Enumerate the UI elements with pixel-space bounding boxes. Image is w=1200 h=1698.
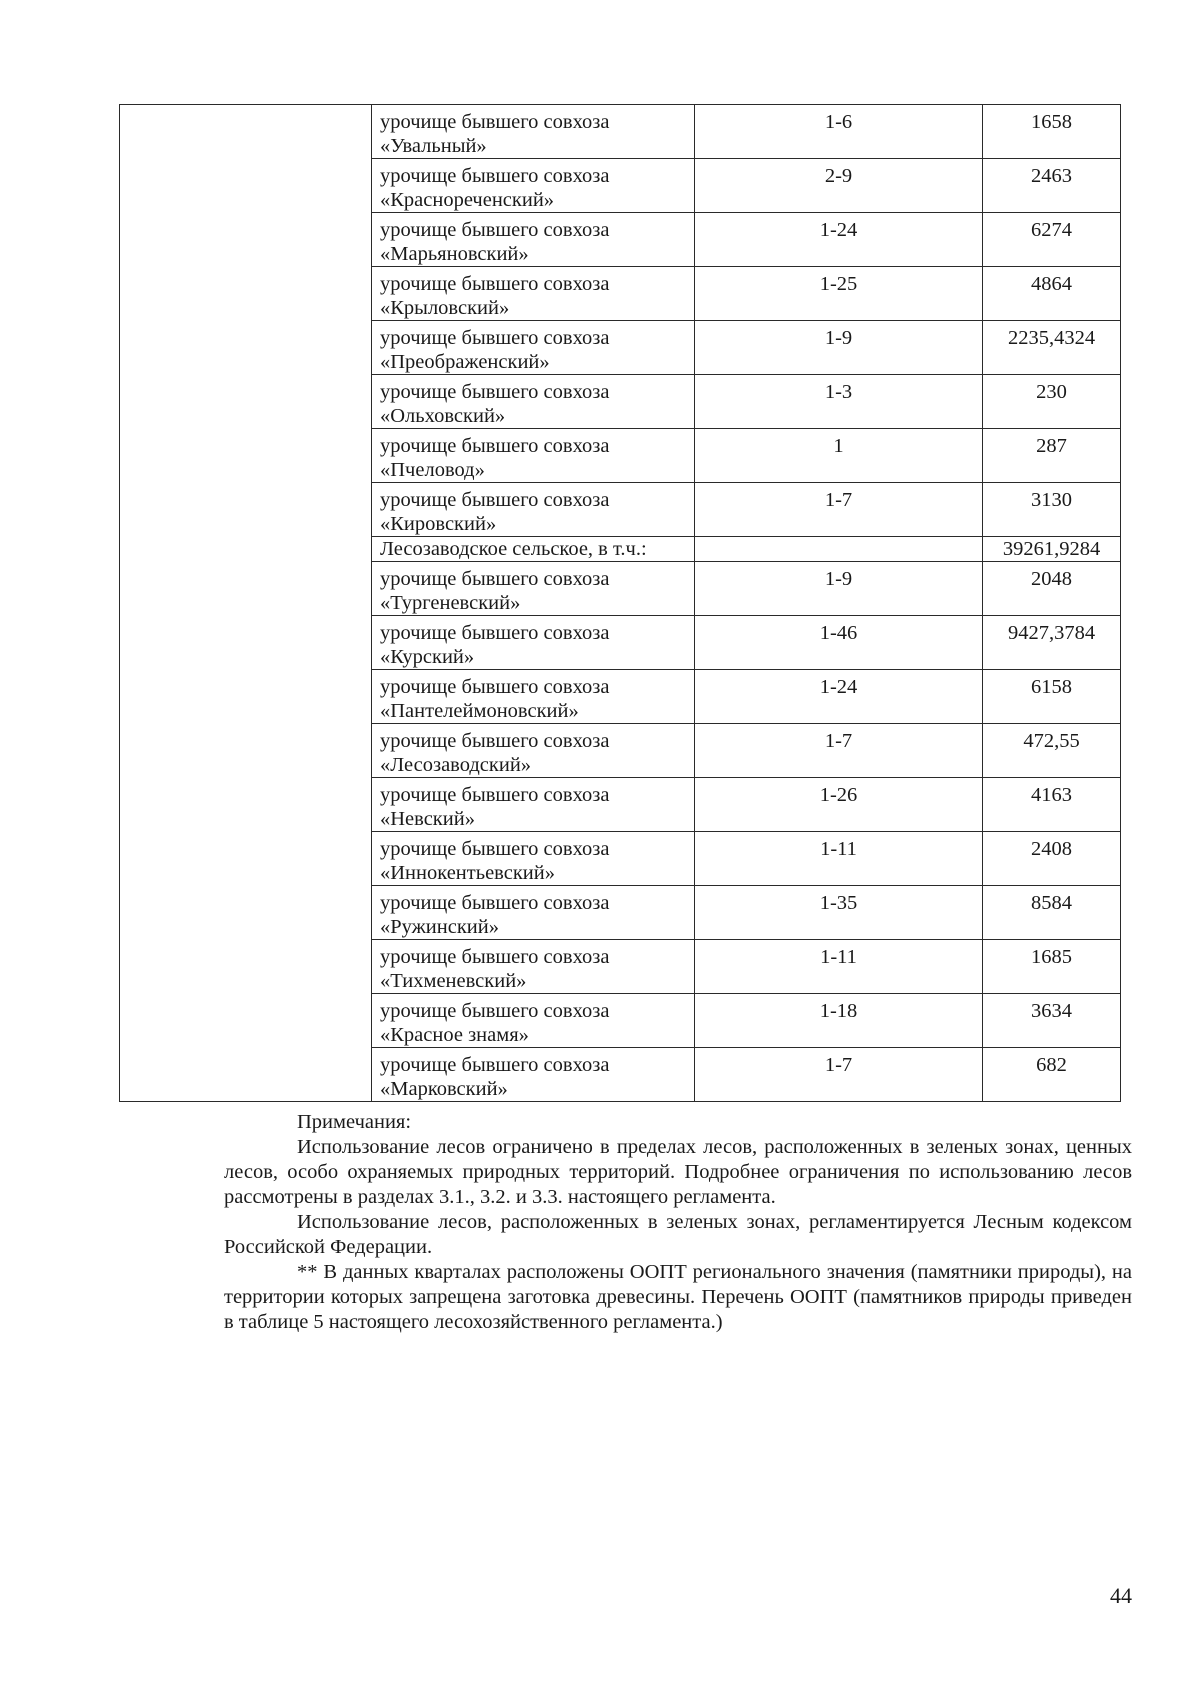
area-cell: 6158 <box>983 670 1121 724</box>
area-cell: 2048 <box>983 562 1121 616</box>
tract-name-cell <box>372 483 695 537</box>
area-cell: 1658 <box>983 105 1121 159</box>
quarters-cell: 1-6 <box>695 105 983 159</box>
notes-heading: Примечания: <box>297 1111 412 1133</box>
tract-name-cell <box>372 670 695 724</box>
area-cell: 6274 <box>983 213 1121 267</box>
quarters-cell: 1-25 <box>695 267 983 321</box>
tract-name-cell <box>372 778 695 832</box>
tract-name-line1: урочище бывшего совхоза <box>380 381 610 403</box>
tract-name-line2: «Красное знамя» <box>380 1024 529 1046</box>
tract-name-line2: «Тихменевский» <box>380 970 527 992</box>
tract-name-line1: урочище бывшего совхоза <box>380 111 610 133</box>
note-paragraph-3: ** В данных кварталах расположены ООПТ регионального значения (памятники природы), на территории которых запрещена заготовка древесины. Перечень ООПТ (памятников природы приведен в таблице 5 настоящего лесохозяйственного регламента.) <box>224 1261 1132 1333</box>
area-cell: 9427,3784 <box>983 616 1121 670</box>
tract-name-cell <box>372 1048 695 1102</box>
tract-name-line1: урочище бывшего совхоза <box>380 489 610 511</box>
tract-name-line1: урочище бывшего совхоза <box>380 730 610 752</box>
tract-name-line1: урочище бывшего совхоза <box>380 946 610 968</box>
tract-name-line2: «Тургеневский» <box>380 592 521 614</box>
tract-name-line2: «Преображенский» <box>380 351 550 373</box>
tract-name-line2: «Иннокентьевский» <box>380 862 555 884</box>
tract-name-line1: урочище бывшего совхоза <box>380 435 610 457</box>
tract-name-line2: «Ольховский» <box>380 405 506 427</box>
quarters-cell: 2-9 <box>695 159 983 213</box>
area-cell: 3634 <box>983 994 1121 1048</box>
tract-name-line1: урочище бывшего совхоза <box>380 165 610 187</box>
tract-name-line2: «Невский» <box>380 808 475 830</box>
area-cell: 287 <box>983 429 1121 483</box>
forest-area-table <box>119 104 1121 1102</box>
quarters-cell: 1-18 <box>695 994 983 1048</box>
area-cell: 2235,4324 <box>983 321 1121 375</box>
quarters-cell: 1-9 <box>695 562 983 616</box>
area-cell: 4864 <box>983 267 1121 321</box>
tract-name-line2: «Увальный» <box>380 135 487 157</box>
tract-name-line2: «Кировский» <box>380 513 497 535</box>
tract-name-cell <box>372 562 695 616</box>
area-cell: 39261,9284 <box>983 537 1121 562</box>
quarters-cell: 1-7 <box>695 724 983 778</box>
tract-name-line1: урочище бывшего совхоза <box>380 1000 610 1022</box>
quarters-cell: 1-24 <box>695 670 983 724</box>
quarters-cell: 1-11 <box>695 940 983 994</box>
tract-name-line2: «Курский» <box>380 646 475 668</box>
tract-name-cell <box>372 105 695 159</box>
quarters-cell: 1-3 <box>695 375 983 429</box>
tract-name-cell <box>372 159 695 213</box>
tract-name-line1: урочище бывшего совхоза <box>380 273 610 295</box>
subtotal-name-cell: Лесозаводское сельское, в т.ч.: <box>372 537 695 562</box>
tract-name-cell <box>372 375 695 429</box>
tract-name-line1: урочище бывшего совхоза <box>380 784 610 806</box>
tract-name-cell <box>372 994 695 1048</box>
quarters-cell: 1-7 <box>695 1048 983 1102</box>
quarters-cell: 1 <box>695 429 983 483</box>
quarters-cell: 1-7 <box>695 483 983 537</box>
tract-name-line1: урочище бывшего совхоза <box>380 219 610 241</box>
area-cell: 2408 <box>983 832 1121 886</box>
tract-name-cell <box>372 616 695 670</box>
tract-name-line2: «Крыловский» <box>380 297 510 319</box>
table-row <box>120 105 1121 159</box>
tract-name-cell <box>372 940 695 994</box>
quarters-cell: 1-11 <box>695 832 983 886</box>
tract-name-line2: «Марьяновский» <box>380 243 529 265</box>
tract-name-cell <box>372 724 695 778</box>
note-paragraph-1: Использование лесов ограничено в пределах лесов, расположенных в зеленых зонах, ценных лесов, особо охраняемых природных территорий. Подробнее ограничения по использованию лесов рассмотрены в разделах 3.1., 3.2. и 3.3. настоящего регламента. <box>224 1136 1132 1208</box>
area-cell: 3130 <box>983 483 1121 537</box>
note-paragraph-2: Использование лесов, расположенных в зеленых зонах, регламентируется Лесным кодексом Российской Федерации. <box>224 1211 1132 1258</box>
tract-name-line2: «Пантелеймоновский» <box>380 700 579 722</box>
tract-name-cell <box>372 213 695 267</box>
tract-name-cell <box>372 886 695 940</box>
area-cell: 2463 <box>983 159 1121 213</box>
tract-name-line1: урочище бывшего совхоза <box>380 676 610 698</box>
area-cell: 230 <box>983 375 1121 429</box>
notes-section <box>224 1110 1132 1335</box>
quarters-cell: 1-35 <box>695 886 983 940</box>
tract-name-line1: урочище бывшего совхоза <box>380 892 610 914</box>
tract-name-line1: урочище бывшего совхоза <box>380 838 610 860</box>
tract-name-line2: «Краснореченский» <box>380 189 555 211</box>
page-number: 44 <box>1110 1583 1132 1608</box>
tract-name-cell <box>372 321 695 375</box>
area-cell: 8584 <box>983 886 1121 940</box>
area-cell: 4163 <box>983 778 1121 832</box>
quarters-cell: 1-26 <box>695 778 983 832</box>
quarters-cell <box>695 537 983 562</box>
tract-name-line1: урочище бывшего совхоза <box>380 327 610 349</box>
tract-name-cell <box>372 832 695 886</box>
area-cell: 1685 <box>983 940 1121 994</box>
tract-name-line1: урочище бывшего совхоза <box>380 1054 610 1076</box>
tract-name-line2: «Лесозаводский» <box>380 754 532 776</box>
tract-name-cell <box>372 267 695 321</box>
tract-name-line2: «Пчеловод» <box>380 459 485 481</box>
table-body <box>120 105 1121 1102</box>
tract-name-line1: урочище бывшего совхоза <box>380 568 610 590</box>
area-cell: 472,55 <box>983 724 1121 778</box>
area-cell: 682 <box>983 1048 1121 1102</box>
tract-name-line2: «Марковский» <box>380 1078 508 1100</box>
quarters-cell: 1-46 <box>695 616 983 670</box>
quarters-cell: 1-24 <box>695 213 983 267</box>
tract-name-cell <box>372 429 695 483</box>
tract-name-line2: «Ружинский» <box>380 916 499 938</box>
tract-name-line1: урочище бывшего совхоза <box>380 622 610 644</box>
merged-blank-cell <box>120 105 372 1102</box>
quarters-cell: 1-9 <box>695 321 983 375</box>
